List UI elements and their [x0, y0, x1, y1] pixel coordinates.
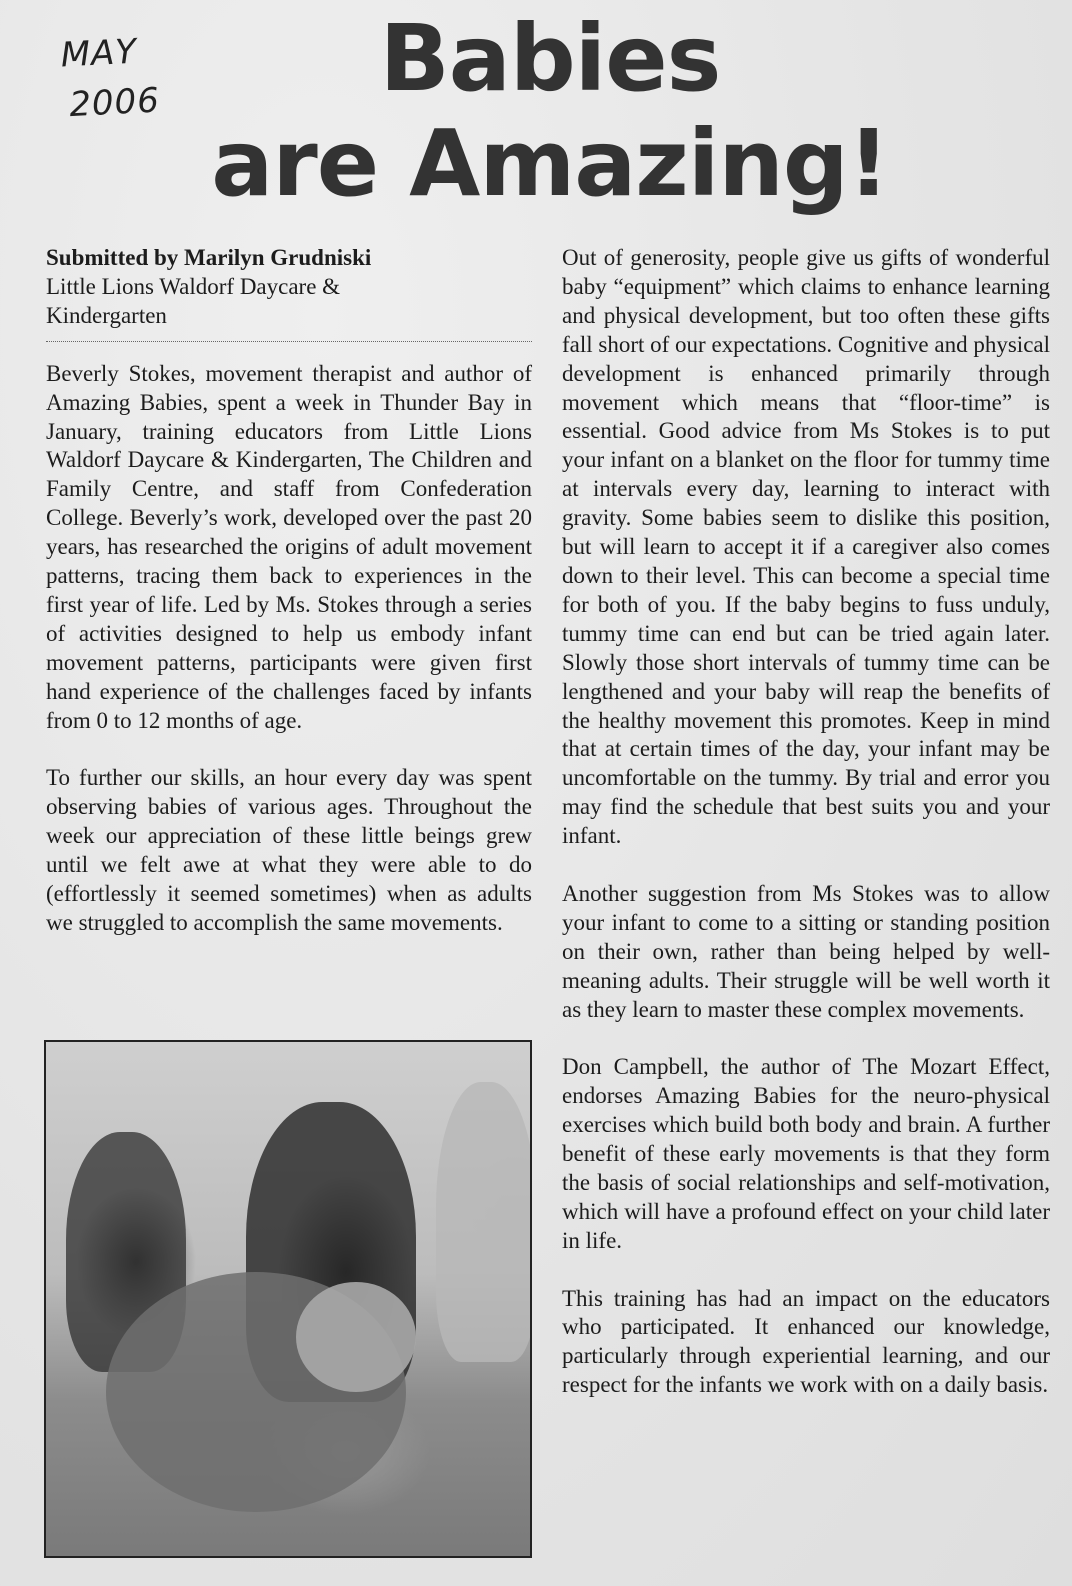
article-paragraph: Don Campbell, the author of The Mozart Effect, endorses Amazing Babies for the neuro-physical exercises which build both body and brain. A further benefit of these early movements is that they form the basis of social relationships and self-motivation, which will have a profound effect on your child later in life.: [562, 1054, 1050, 1253]
article-paragraph: Another suggestion from Ms Stokes was to allow your infant to come to a sitting or standing position on their own, rather than being helped by well-meaning adults. Their struggle will be well worth it as they learn to master these complex movements.: [562, 880, 1050, 1022]
byline-divider: [46, 341, 532, 342]
article-paragraph: To further our skills, an hour every day was spent observing babies of various ages. Throughout the week our appreciation of these little beings grew until we felt awe at what they were able to do (effortlessly it seemed sometimes) when as adults we struggled to accomplish the same movements.: [46, 765, 532, 935]
affiliation-line-2: Kindergarten: [46, 302, 167, 328]
article-column-left: [46, 244, 532, 967]
byline: Submitted by Marilyn Grudniski: [46, 245, 372, 270]
affiliation-line-1: Little Lions Waldorf Daycare &: [46, 273, 341, 299]
article-paragraph: This training has had an impact on the educators who participated. It enhanced our knowledge, particularly through experiential learning, and our respect for the infants we work with on a daily basis.: [562, 1285, 1050, 1398]
handwritten-year: 2006: [68, 80, 161, 126]
photo-baby-head: [296, 1282, 416, 1392]
photo-figure-right: [436, 1082, 532, 1362]
article-column-right: [562, 244, 1050, 1429]
headline-line-1: Babies: [379, 5, 721, 112]
article-photo: [44, 1040, 532, 1558]
handwritten-month: MAY: [59, 31, 139, 76]
article-paragraph: Beverly Stokes, movement therapist and author of Amazing Babies, spent a week in Thunder Bay in January, training educators from Little Lions Waldorf Daycare & Kindergarten, The Children and Family Centre, and staff from Confederation College. Beverly’s work, developed over the past 20 years, has researched the origins of adult movement patterns, tracing them back to experiences in the first year of life. Led by Ms. Stokes through a series of activities designed to help us embody infant movement patterns, participants were given first hand experience of the challenges faced by infants from 0 to 12 months of age.: [46, 360, 532, 733]
headline: [190, 4, 910, 217]
article-paragraph: Out of generosity, people give us gifts of wonderful baby “equipment” which claims to enhance learning and physical development, but too often these gifts fall short of our expectations. Cognitive and physical development is enhanced primarily through movement which means that “floor-time” is essential. Good advice from Ms Stokes is to put your infant on a blanket on the floor for tummy time at intervals every day, learning to interact with gravity. Some babies seem to dislike this position, but will learn to accept it if a caregiver also comes down to their level. This can become a special time for both of you. If the baby begins to fuss unduly, tummy time can end but can be tried again later. Slowly those short intervals of tummy time can be lengthened and your baby will reap the benefits of the healthy movement this promotes. Keep in mind that at certain times of the day, your infant may be uncomfortable on the tummy. By trial and error you may find the schedule that best suits you and your infant.: [562, 245, 1050, 849]
headline-line-2: are Amazing!: [211, 110, 889, 217]
handwritten-date: [59, 26, 161, 131]
